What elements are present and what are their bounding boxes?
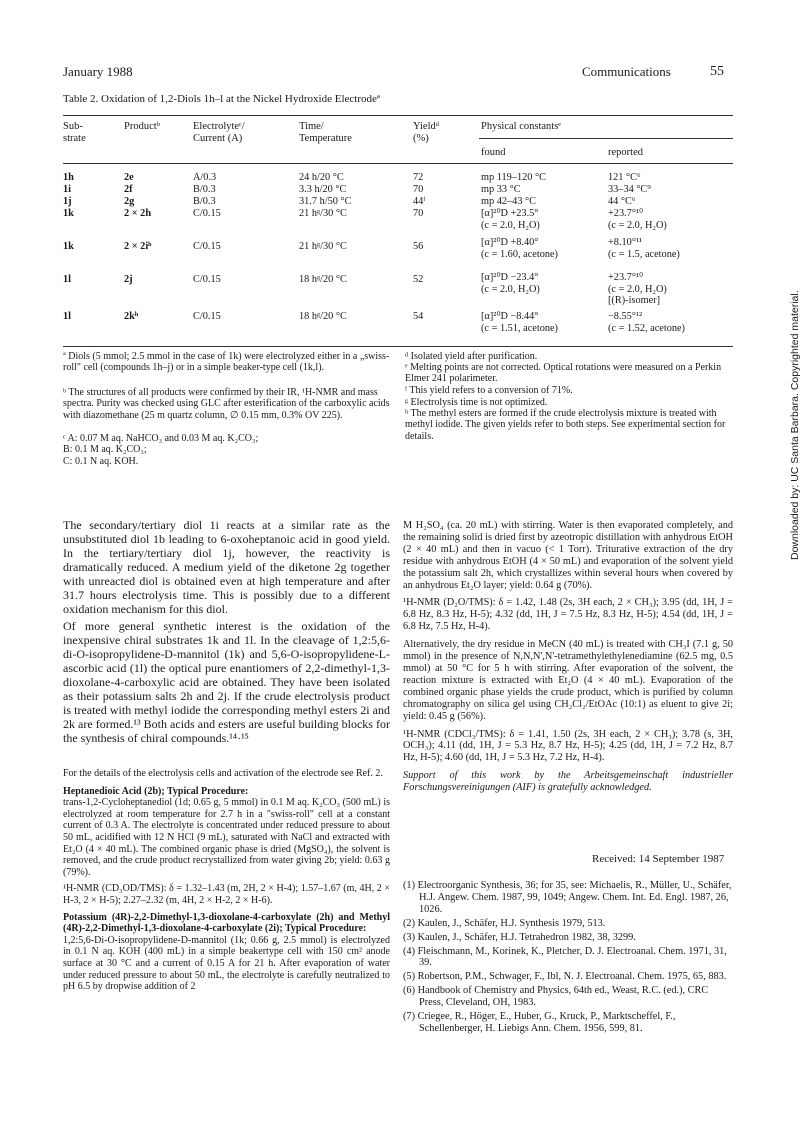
reference-item: (6) Handbook of Chemistry and Physics, 64th ed., Weast, R.C. (ed.), CRC Press, Cleveland, OH, 1983. (403, 985, 709, 1009)
th-found: found (481, 147, 506, 158)
footnote-d: ᵈ Isolated yield after purification. (405, 351, 538, 362)
reference-item: (1) Electroorganic Synthesis, 36; for 35, see: Michaelis, R., Müller, U., Schäfer, H.J. Angew. Chem. 1987, 99, 1049; Angew. Chem. Int. Ed. Engl. 1987, 26, 1026. (403, 880, 732, 915)
cell-elec: C/0.15 (193, 274, 221, 285)
physical-subrule (479, 138, 733, 139)
page-number: 55 (710, 64, 724, 79)
paragraph: trans-1,2-Cycloheptanediol (1d; 0.65 g, 5 mmol) in 0.1 M aq. K₂CO₃ (500 mL) is electrolyzed at room temperature for 2.7 h in a "swiss-roll" cell at a constant current of 0.3 A. The electrolyte is concentrated under reduced pressure to about 50 mL, acidified with 12 N HCl (9 mL), saturated with NaCl and extracted with Et₂O (4 × 40 mL). The combined organic phase is dried (MgSO₄), the solvent is removed, and the crude product recrystallized from water giving 2b; yield: 0.63 g (79%). (63, 797, 390, 878)
paragraph: 1,2:5,6-Di-O-isopropylidene-D-mannitol (1k; 0.66 g, 2.5 mmol) is electrolyzed in 0.1 N aq. KOH (400 mL) in a simple beakertype cell with 150 cm² anode surface at 30 °C and a current of 0.15 A for 21 h. After evaporation of water under reduced pressure to about 50 mL, the electrolyte is carefully neutralized to pH 6.5 by dropwise addition of 2 (63, 934, 390, 993)
cell-sub: 1h (63, 172, 74, 183)
right-column (403, 520, 733, 794)
received-date: Received: 14 September 1987 (592, 853, 725, 865)
cell-yield: 44ᶠ (413, 196, 426, 207)
section-heading: Potassium (4R)-2,2-Dimethyl-1,3-dioxolane-4-carboxylate (2h) and Methyl (4R)-2,2-Dimethyl-1,3-dioxolane-4-carboxylate (2i); Typical Procedure: (63, 911, 390, 935)
cell-elec: C/0.15 (193, 208, 221, 219)
references (403, 880, 733, 1037)
cell-time: 3.3 h/20 °C (299, 184, 347, 195)
reference-item: (7) Criegee, R., Höger, E., Huber, G., Kruck, P., Marktscheffel, F., Schellenberger, H. Liebigs Ann. Chem. 1956, 599, 81. (403, 1011, 676, 1034)
cell-sub: 1j (63, 196, 72, 207)
cell-found: [α]²⁰D −8.44° (c = 1.51, acetone) (481, 311, 558, 334)
reference-item: (5) Robertson, P.M., Schwager, F., Ibl, N. J. Electroanal. Chem. 1975, 65, 883. (403, 971, 727, 983)
acknowledgement: Support of this work by the Arbeitsgemeinschaft industrieller Forschungsvereinigungen (AIF) is gratefully acknowledged. (403, 770, 733, 794)
cell-reported: 44 °C⁶ (608, 196, 636, 207)
cell-found: mp 42–43 °C (481, 196, 537, 207)
footnote-f: ᶠ This yield refers to a conversion of 71%. (405, 385, 573, 396)
cell-prod: 2kʰ (124, 311, 139, 322)
cell-found: [α]²⁰D +8.40° (c = 1.60, acetone) (481, 237, 558, 260)
cell-prod: 2 × 2iʰ (124, 241, 152, 252)
th-product: Productᵇ (124, 121, 160, 132)
table-header-rule (63, 163, 733, 164)
reference-item: (2) Kaulen, J., Schäfer, H.J. Synthesis 1979, 513. (403, 917, 606, 929)
left-column (63, 518, 390, 745)
cell-yield: 70 (413, 184, 424, 195)
section-heading: Heptanedioic Acid (2b); Typical Procedure: (63, 785, 249, 797)
th-yield: Yieldᵈ (%) (413, 121, 440, 144)
cell-prod: 2f (124, 184, 133, 195)
header-journal: Communications (582, 64, 671, 79)
cell-reported: 121 °C⁶ (608, 172, 641, 183)
footnote-g: ᵍ Electrolysis time is not optimized. (405, 397, 548, 408)
cell-elec: A/0.3 (193, 172, 217, 183)
cell-elec: B/0.3 (193, 196, 216, 207)
cell-sub: 1i (63, 184, 72, 195)
cell-yield: 70 (413, 208, 424, 219)
footnote-h: ʰ The methyl esters are formed if the crude electrolysis mixture is treated with methyl iodide. The given yields refer to both steps. See experimental section for details. (405, 408, 726, 442)
cell-yield: 52 (413, 274, 424, 285)
reference-item: (3) Kaulen, J., Schäfer, H.J. Tetrahedron 1982, 38, 3299. (403, 931, 636, 943)
cell-reported: +8.10°¹¹ (c = 1.5, acetone) (608, 237, 680, 260)
cell-reported: 33–34 °C⁹ (608, 184, 651, 195)
paragraph: The secondary/tertiary diol 1i reacts at a similar rate as the unsubstituted diol 1b leading to 6-oxoheptanoic acid in good yield. In the tertiary/tertiary diol 1j, however, the reactivity is dramatically reduced. A medium yield of the diketone 2g together with unreacted diol is obtained even at high temperature and after 31.7 hours electrolysis time. This is possibly due to a different oxidation mechanism for this diol. (63, 518, 390, 616)
download-notice: Downloaded by: UC Santa Barbara. Copyrighted material. (789, 290, 801, 560)
cell-yield: 54 (413, 311, 424, 322)
cell-yield: 72 (413, 172, 424, 183)
cell-sub: 1l (63, 311, 72, 322)
cell-found: [α]²⁰D −23.4° (c = 2.0, H₂O) (481, 272, 540, 295)
table-top-rule (63, 115, 733, 116)
header-date: January 1988 (63, 64, 133, 79)
cell-elec: B/0.3 (193, 184, 216, 195)
cell-sub: 1k (63, 241, 74, 252)
cell-yield: 56 (413, 241, 424, 252)
footnote-a: ª Diols (5 mmol; 2.5 mmol in the case of 1k) were electrolyzed either in a „swiss-roll" cell (compounds 1h–j) or in a simple beaker-type cell (1k,l). (63, 351, 390, 374)
reference-item: (4) Fleischmann, M., Korinek, K., Pletcher, D. J. Electroanal. Chem. 1971, 31, 39. (403, 945, 727, 969)
th-electrolyte: Electrolyteᶜ/ Current (A) (193, 121, 245, 144)
cell-time: 18 hᵍ/20 °C (299, 274, 347, 285)
paragraph: Of more general synthetic interest is the oxidation of the inexpensive chiral substrates 1k and 1l. In the cleavage of 1,2:5,6-di-O-isopropylidene-D-mannitol (1k) and 5,6-O-isopropylidene-L-ascorbic acid (1l) the optical pure enantiomers of 2,2-dimethyl-1,3-dioxolane-4-carboxylic acid are obtained. They have been isolated as their potassium salts 2h and 2j. If the crude electrolysis product is treated with methyl iodide the corresponding methyl esters 2i and 2k are formed.¹³ Both acids and esters are useful building blocks for the synthesis of chiral compounds.¹⁴·¹⁵ (63, 619, 390, 745)
cell-reported: −8.55°¹² (c = 1.52, acetone) (608, 311, 685, 334)
paragraph: ¹H-NMR (D₂O/TMS): δ = 1.42, 1.48 (2s, 3H each, 2 × CH₃); 3.95 (dd, 1H, J = 6.8 Hz, 8.3 Hz, H-5); 4.32 (dd, 1H, J = 7.5 Hz, 8.3 Hz, H-5); 4.54 (dd, 1H, J = 6.8 Hz, 7.5 Hz, H-4). (403, 597, 733, 633)
cell-time: 24 h/20 °C (299, 172, 344, 183)
footnote-b: ᵇ The structures of all products were confirmed by their IR, ¹H-NMR and mass spectra. Purity was checked using GLC after esterification of the carboxylic acids with diazomethane (25 m quartz column, ∅ 0.15 mm, 0.3% OV 225). (63, 387, 390, 421)
cell-time: 31.7 h/50 °C (299, 196, 352, 207)
cell-time: 21 hᵍ/30 °C (299, 241, 347, 252)
cell-sub: 1k (63, 208, 74, 219)
cell-time: 18 hᵍ/20 °C (299, 311, 347, 322)
footnote-c: ᶜ A: 0.07 M aq. NaHCO₃ and 0.03 M aq. K₂CO₃; B: 0.1 M aq. K₂CO₃; C: 0.1 N aq. KOH. (63, 433, 259, 467)
th-time: Time/ Temperature (299, 121, 352, 144)
th-physical: Physical constantsᵉ (481, 121, 561, 132)
cell-prod: 2j (124, 274, 133, 285)
cell-sub: 1l (63, 274, 72, 285)
paragraph: ¹H-NMR (CD₃OD/TMS): δ = 1.32–1.43 (m, 2H, 2 × H-4); 1.57–1.67 (m, 4H, 2 × H-3, 2 × H-5); 2.27–2.32 (m, 4H, 2 × H-2, 2 × H-6). (63, 883, 390, 906)
paragraph: ¹H-NMR (CDCl₃/TMS): δ = 1.41, 1.50 (2s, 3H each, 2 × CH₃); 3.78 (s, 3H, OCH₃); 4.11 (dd, 1H, J = 5.3 Hz, 8.7 Hz, H-5); 4.25 (dd, 1H, J = 7.2 Hz, 8.7 Hz, H-5); 4.60 (dd, 1H, J = 5.3 Hz, 7.2 Hz, H-4). (403, 728, 733, 764)
cell-elec: C/0.15 (193, 311, 221, 322)
paragraph: For the details of the electrolysis cells and activation of the electrode see Ref. 2. (63, 768, 383, 779)
cell-prod: 2g (124, 196, 135, 207)
th-reported: reported (608, 147, 643, 158)
cell-reported: +23.7°¹⁰ (c = 2.0, H₂O) (608, 208, 667, 231)
cell-prod: 2e (124, 172, 134, 183)
cell-found: [α]²⁰D +23.5° (c = 2.0, H₂O) (481, 208, 540, 231)
cell-reported: +23.7°¹⁰ (c = 2.0, H₂O) [(R)-isomer] (608, 272, 667, 306)
left-column-methods (63, 768, 390, 993)
table-bottom-rule (63, 346, 733, 347)
cell-prod: 2 × 2h (124, 208, 152, 219)
cell-found: mp 33 °C (481, 184, 521, 195)
th-substrate: Sub- strate (63, 121, 86, 144)
paragraph: M H₂SO₄ (ca. 20 mL) with stirring. Water is then evaporated completely, and the remaining solid is dried first by azeotropic distillation with anhydrous EtOH (2 × 40 mL) and then in vacuo (< 1 Torr). Triturative extraction of the dry residue with anhydrous EtOH (4 × 50 mL) and evaporation of the solvent yield the potassium salt 2h, which crystallizes within several hours when covered by an anhydrous Et₂O layer; yield: 0.64 g (70%). (403, 520, 733, 591)
table-caption: Table 2. Oxidation of 1,2-Diols 1h–l at the Nickel Hydroxide Electrodeª (63, 93, 380, 105)
paragraph: Alternatively, the dry residue in MeCN (40 mL) is treated with CH₃I (7.1 g, 50 mmol) in the presence of N,N,N',N'-tetramethylethylenediamine (62.5 mg, 0.5 mmol) at 50 °C for 5 h with stirring. After evaporation of the solvent, the reaction mixture is extracted with Et₂O (4 × 40 mL). Evaporation of the combined organic phase yields the crude product, which is purified by column chromatography on silica gel using CH₂Cl₂/EtOAc (10:1) as eluent to give 2i; yield: 0.45 g (56%). (403, 639, 733, 722)
footnote-e: ᵉ Melting points are not corrected. Optical rotations were measured on a Perkin Elmer 241 polarimeter. (405, 362, 722, 385)
cell-elec: C/0.15 (193, 241, 221, 252)
cell-found: mp 119–120 °C (481, 172, 546, 183)
cell-time: 21 hᵍ/30 °C (299, 208, 347, 219)
